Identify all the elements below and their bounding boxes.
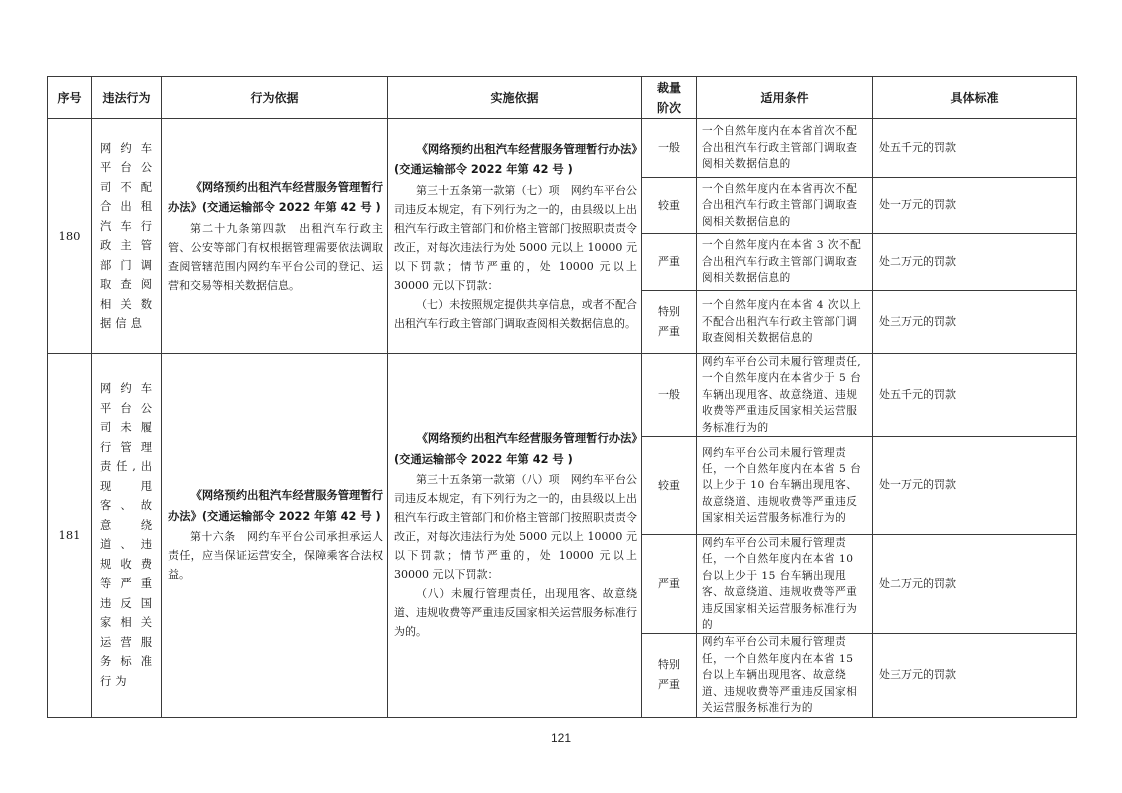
level-line1: 特别 — [658, 658, 680, 672]
impl-article-text: 第三十五条第一款第（七）项 网约车平台公司违反本规定，有下列行为之一的，由县级以上出租汽车行政主管部门和价格主管部门按照职责责令改正，对每次违法行为处 5000 元以上 10000 元以下罚款；情节严重的，处 10000 元以上 30000 元以下罚款： — [394, 183, 637, 292]
basis-regulation-title: 《网络预约出租汽车经营服务管理暂行办法》(交通运输部令 2022 年第 42 号 ) — [168, 180, 383, 214]
impl-item-text: （八）未履行管理责任，出现甩客、故意绕道、违规收费等严重违反国家相关运营服务标准行为的。 — [394, 587, 637, 639]
violation-description: 网约车平台公司不配合出租汽车行政主管部门调取查阅相关数据信息 — [92, 119, 162, 354]
penalty-standard: 处五千元的罚款 — [873, 119, 1077, 178]
penalty-standard: 处二万元的罚款 — [873, 535, 1077, 634]
discretion-level — [642, 634, 697, 717]
table-row — [48, 119, 1077, 178]
serial-number: 181 — [48, 354, 92, 718]
discretion-level: 一般 — [642, 119, 697, 178]
applicable-condition: 一个自然年度内在本省再次不配合出租汽车行政主管部门调取查阅相关数据信息的 — [697, 178, 873, 234]
level-line1: 特别 — [658, 305, 680, 318]
discretion-level: 严重 — [642, 535, 697, 634]
impl-regulation-title: 《网络预约出租汽车经营服务管理暂行办法》(交通运输部令 2022 年第 42 号 ) — [394, 142, 637, 176]
penalty-standards-table — [47, 76, 1077, 718]
impl-article-text: 第三十五条第一款第（八）项 网约车平台公司违反本规定，有下列行为之一的，由县级以上出租汽车行政主管部门和价格主管部门按照职责责令改正，对每次违法行为处 5000 元以上 10000 元以下罚款；情节严重的，处 10000 元以上 30000 元以下罚款： — [394, 473, 637, 582]
header-applicable-conditions: 适用条件 — [697, 77, 873, 119]
applicable-condition: 一个自然年度内在本省首次不配合出租汽车行政主管部门调取查阅相关数据信息的 — [697, 119, 873, 178]
behavior-basis-cell — [162, 119, 388, 354]
applicable-condition: 网约车平台公司未履行管理责任，一个自然年度内在本省 5 台以上少于 10 台车辆出现甩客、故意绕道、违规收费等严重违反国家相关运营服务标准行为的 — [697, 437, 873, 535]
basis-regulation-title: 《网络预约出租汽车经营服务管理暂行办法》(交通运输部令 2022 年第 42 号 ) — [168, 489, 383, 523]
implementation-basis-cell — [388, 354, 642, 718]
header-level-line1: 裁量 — [656, 80, 681, 95]
discretion-level: 较重 — [642, 437, 697, 535]
implementation-basis-cell — [388, 119, 642, 354]
penalty-standard: 处三万元的罚款 — [873, 634, 1077, 717]
impl-regulation-title: 《网络预约出租汽车经营服务管理暂行办法》(交通运输部令 2022 年第 42 号 ) — [394, 432, 637, 466]
page-number: 121 — [550, 731, 572, 745]
penalty-standard: 处一万元的罚款 — [873, 178, 1077, 234]
applicable-condition: 网约车平台公司未履行管理责任,一个自然年度内在本省少于 5 台车辆出现甩客、故意绕道、违规收费等严重违反国家相关运营服务标准行为的 — [697, 354, 873, 437]
level-line2: 严重 — [658, 325, 680, 338]
penalty-standard: 处三万元的罚款 — [873, 291, 1077, 354]
violation-description: 网约车平台公司未履行管理责任,出现甩客、故意绕道、违规收费等严重违反国家相关运营服务标准行为 — [92, 354, 162, 718]
penalty-standard: 处一万元的罚款 — [873, 437, 1077, 535]
header-implementation-basis: 实施依据 — [388, 77, 642, 119]
level-line2: 严重 — [658, 678, 680, 692]
basis-article-text: 第二十九条第四款 出租汽车行政主管、公安等部门有权根据管理需要依法调取查阅管辖范围内网约车平台公司的登记、运营和交易等相关数据信息。 — [168, 221, 383, 292]
header-specific-standard: 具体标准 — [873, 77, 1077, 119]
discretion-level: 较重 — [642, 178, 697, 234]
header-serial-no: 序号 — [48, 77, 92, 119]
header-violation: 违法行为 — [92, 77, 162, 119]
header-discretion-level — [642, 77, 697, 119]
applicable-condition: 一个自然年度内在本省 4 次以上不配合出租汽车行政主管部门调取查阅相关数据信息的 — [697, 291, 873, 354]
behavior-basis-cell — [162, 354, 388, 718]
impl-item-text: （七）未按照规定提供共享信息，或者不配合出租汽车行政主管部门调取查阅相关数据信息的。 — [394, 297, 637, 330]
discretion-level: 一般 — [642, 354, 697, 437]
applicable-condition: 网约车平台公司未履行管理责任，一个自然年度内在本省 15 台以上车辆出现甩客、故意绕道、违规收费等严重违反国家相关运营服务标准行为的 — [697, 634, 873, 717]
basis-article-text: 第十六条 网约车平台公司承担承运人责任，应当保证运营安全，保障乘客合法权益。 — [168, 530, 383, 582]
penalty-standard: 处二万元的罚款 — [873, 234, 1077, 291]
serial-number: 180 — [48, 119, 92, 354]
table-row — [48, 354, 1077, 437]
applicable-condition: 一个自然年度内在本省 3 次不配合出租汽车行政主管部门调取查阅相关数据信息的 — [697, 234, 873, 291]
applicable-condition: 网约车平台公司未履行管理责任，一个自然年度内在本省 10 台以上少于 15 台车辆出现甩客、故意绕道、违规收费等严重违反国家相关运营服务标准行为的 — [697, 535, 873, 634]
header-behavior-basis: 行为依据 — [162, 77, 388, 119]
table-header-row — [48, 77, 1077, 119]
discretion-level: 严重 — [642, 234, 697, 291]
header-level-line2: 阶次 — [656, 100, 681, 115]
penalty-standard: 处五千元的罚款 — [873, 354, 1077, 437]
discretion-level — [642, 291, 697, 354]
